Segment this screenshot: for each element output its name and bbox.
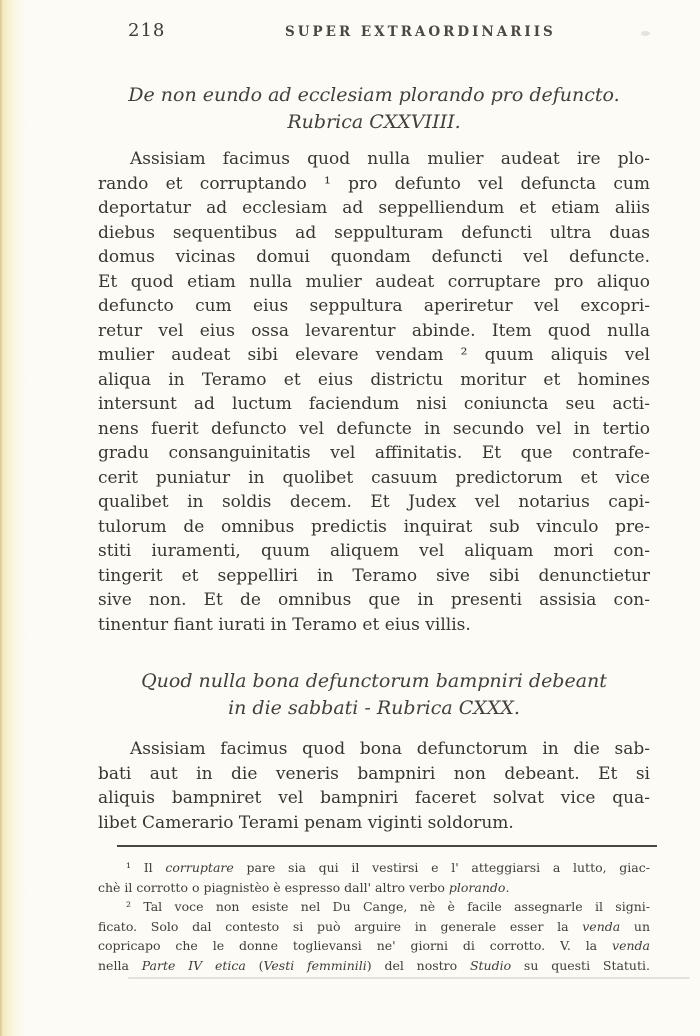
body-line: stiti iuramenti, quum aliquem vel aliquam mori con- xyxy=(98,541,650,561)
footnote-segment: ¹ Il xyxy=(126,860,166,875)
body-line: gradu consanguinitatis vel affinitatis. Et que contrafe- xyxy=(98,443,650,463)
body-line: cerit puniatur in quolibet casuum predictorum et vice xyxy=(98,467,650,488)
scan-smudge xyxy=(641,31,650,36)
footnote-segment: . xyxy=(505,879,510,895)
footnote-segment: Vesti femminili xyxy=(263,957,367,973)
body-line: deportatur ad ecclesiam ad seppelliendum et etiam aliis xyxy=(98,198,650,218)
footnote-rule xyxy=(117,845,657,847)
scan-artifact-line xyxy=(128,977,690,979)
body-line: sive non. Et de omnibus que in presenti assisia con- xyxy=(98,590,650,610)
footnote-line xyxy=(98,917,650,937)
footnote-segment: venda xyxy=(612,938,650,954)
footnote-segment: ( xyxy=(245,957,264,973)
footnote-line xyxy=(98,858,650,878)
footnote-segment: pare sia qui il vestirsi e l' atteggiarsi a lutto, giac- xyxy=(233,860,650,875)
body-line: nens fuerit defuncto vel defuncte in secundo vel in tertio xyxy=(98,418,650,439)
body-line: intersunt ad luctum faciendum nisi coniuncta seu acti- xyxy=(98,394,650,414)
body-line: tingerit et seppelliri in Teramo sive sibi denunctietur xyxy=(98,565,650,586)
section1-heading-line2: Rubrica CXXVIIII. xyxy=(287,111,461,133)
section2-heading-line1: Quod nulla bona defunctorum bampniri debeant xyxy=(141,670,607,692)
footnote-segment: ² Tal voce non esiste nel Du Cange, nè è facile assegnarle il signi- xyxy=(126,899,650,915)
footnote-line xyxy=(98,956,650,976)
footnote-segment: chè il corrotto o piagnistèo è espresso dall' altro verbo xyxy=(98,879,449,895)
footnote-segment: venda xyxy=(582,918,621,934)
footnote-segment: plorando xyxy=(448,879,506,895)
body-line: retur vel eius ossa levarentur abinde. Item quod nulla xyxy=(98,320,650,341)
body-line: tulorum de omnibus predictis inquirat sub vinculo pre- xyxy=(98,516,650,537)
footnote-segment: Studio xyxy=(469,957,512,973)
section1-paragraph xyxy=(98,147,650,637)
section2-heading xyxy=(98,668,650,722)
footnote-segment: corruptare xyxy=(165,860,234,875)
body-line: tinentur fiant iurati in Teramo et eius villis. xyxy=(98,614,471,635)
body-line: diebus sequentibus ad seppulturam defuncti ultra duas xyxy=(98,222,650,243)
footnote-segment: nella xyxy=(98,957,142,973)
body-line: rando et corruptando ¹ pro defunto vel defuncta cum xyxy=(98,173,650,194)
page-edge xyxy=(0,0,28,1036)
footnotes-block xyxy=(98,858,650,976)
footnote-segment: un xyxy=(620,918,651,934)
footnote-segment: ) del nostro xyxy=(366,957,470,973)
body-line: bati aut in die veneris bampniri non debeant. Et si xyxy=(98,763,650,784)
body-line: libet Camerario Terami penam viginti soldorum. xyxy=(98,812,514,833)
body-line: Assisiam facimus quod nulla mulier audeat ire plo- xyxy=(130,149,650,169)
footnote-line xyxy=(98,936,650,956)
page-number: 218 xyxy=(128,20,166,41)
footnote-line xyxy=(98,878,650,898)
body-line: qualibet in soldis decem. Et Judex vel notarius capi- xyxy=(98,492,650,512)
body-line: Et quod etiam nulla mulier audeat corruptare pro aliquo xyxy=(98,271,650,292)
body-line: aliqua in Teramo et eius districtu moritur et homines xyxy=(98,369,650,390)
section1-heading-line1: De non eundo ad ecclesiam plorando pro defuncto. xyxy=(128,84,620,106)
body-line: mulier audeat sibi elevare vendam ² quum aliquis vel xyxy=(98,345,650,365)
body-line: Assisiam facimus quod bona defunctorum in die sab- xyxy=(130,739,650,759)
footnote-segment: Parte IV etica xyxy=(141,957,246,973)
body-line: aliquis bampniret vel bampniri faceret solvat vice qua- xyxy=(98,788,650,808)
footnote-line xyxy=(98,897,650,917)
body-line: defuncto cum eius seppultura aperiretur vel excopri- xyxy=(98,296,650,316)
footnote-segment: ficato. Solo dal contesto si può arguire in generale esser la xyxy=(98,918,583,934)
section1-heading xyxy=(98,82,650,136)
footnote-segment: copricapo che le donne toglievansi ne' giorni di corrotto. V. la xyxy=(98,938,613,954)
section2-heading-line2: in die sabbati - Rubrica CXXX. xyxy=(228,697,520,719)
body-line: domus vicinas domui quondam defuncti vel defuncte. xyxy=(98,247,650,267)
running-head: SUPER EXTRAORDINARIIS xyxy=(285,24,556,40)
section2-paragraph xyxy=(98,737,650,835)
footnote-segment: su questi Statuti. xyxy=(511,957,650,973)
